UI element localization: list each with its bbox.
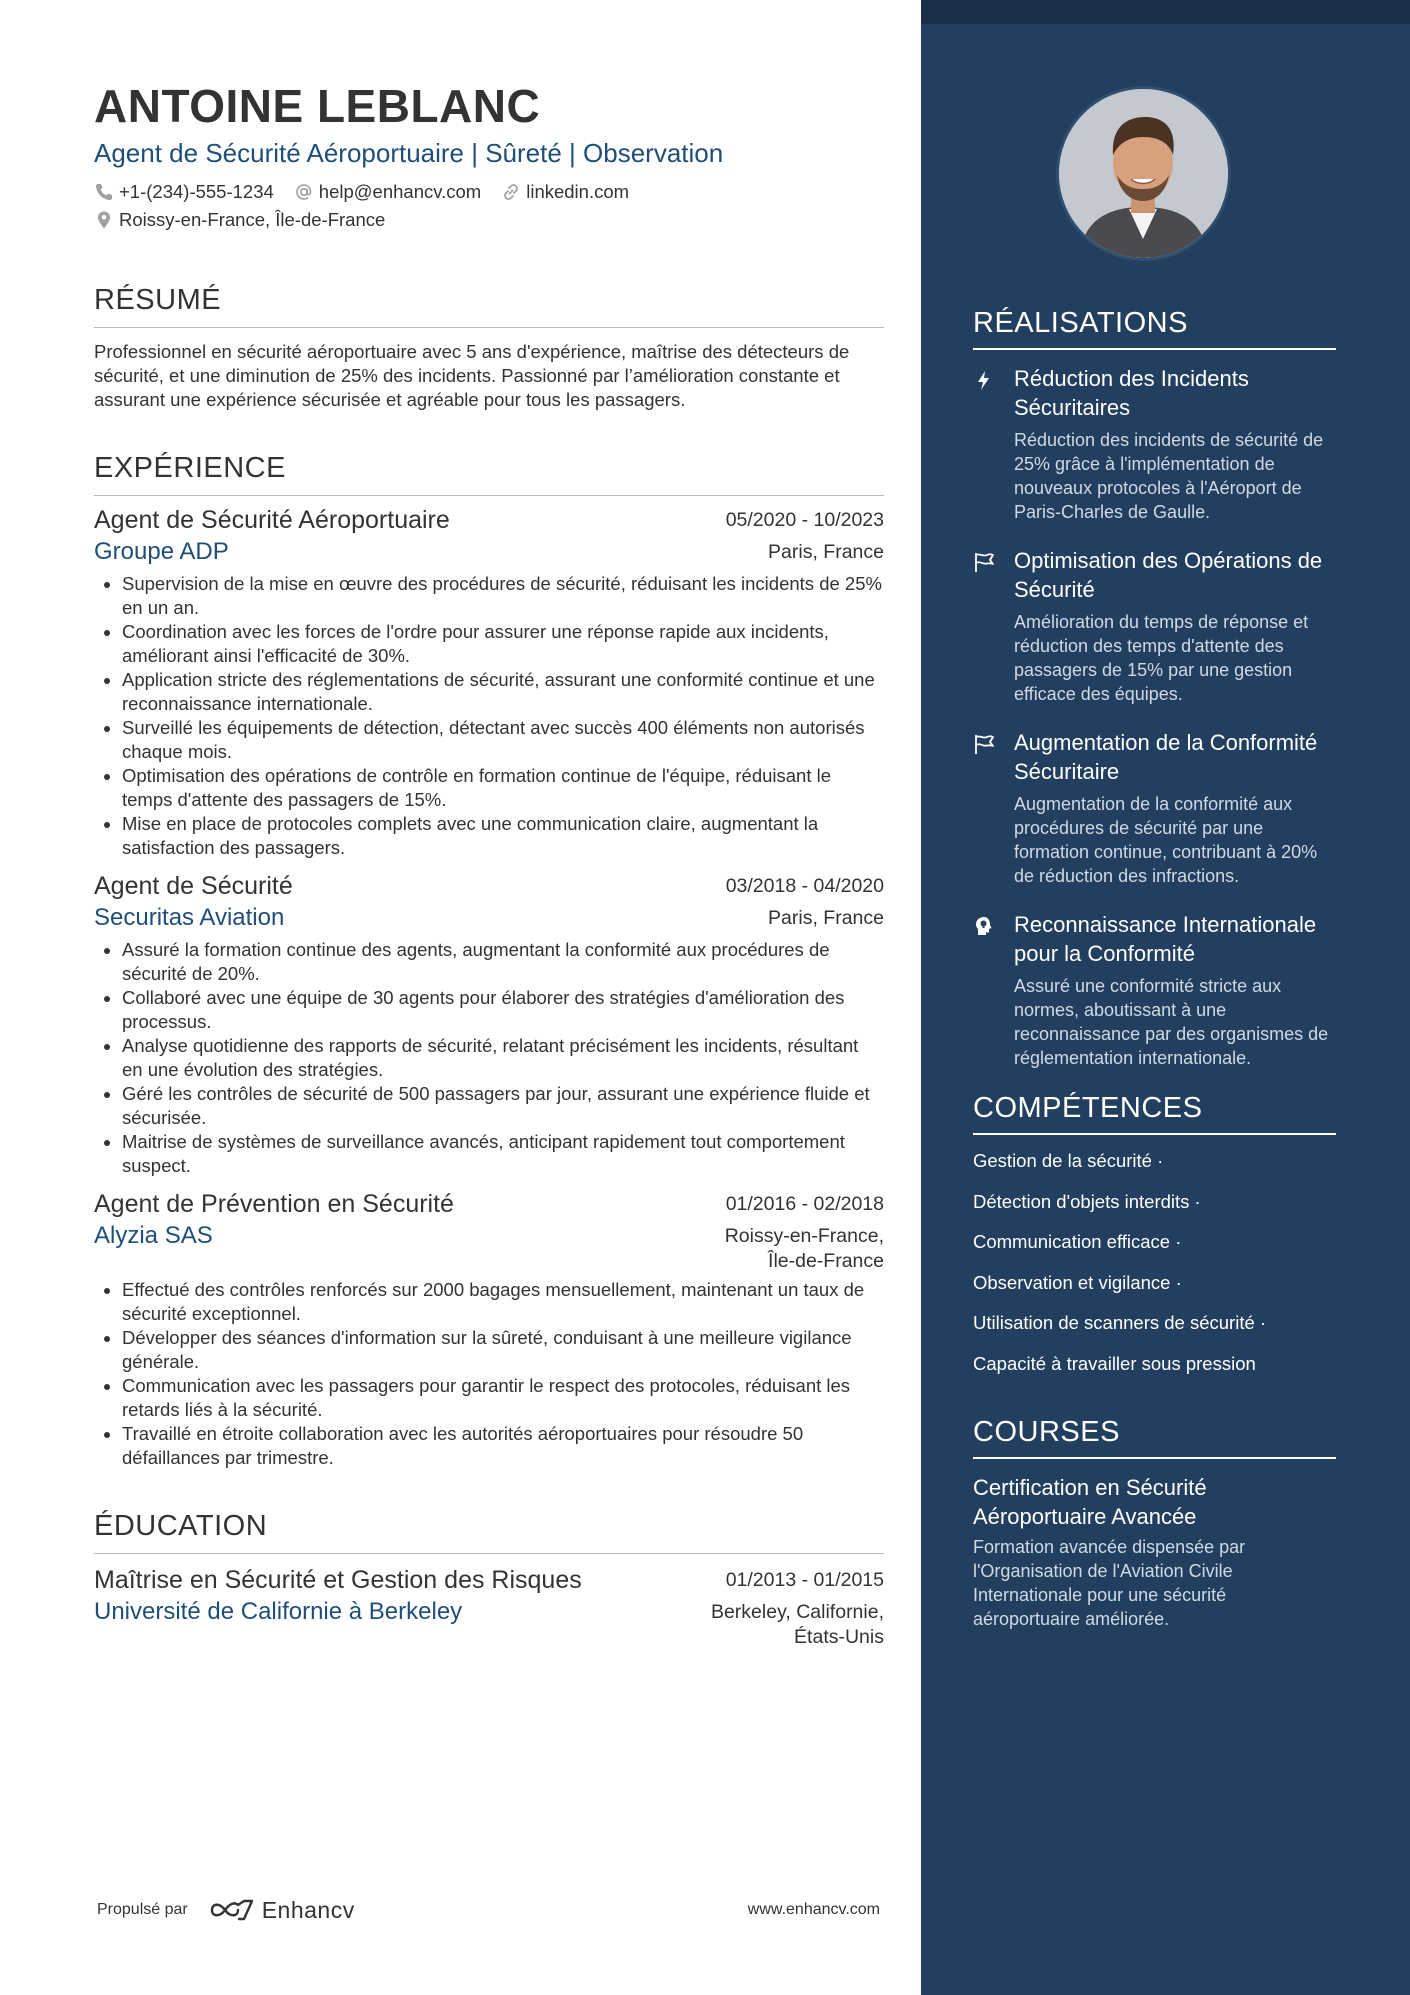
profile-photo-icon: [1059, 89, 1228, 258]
course-desc: Formation avancée dispensée par l'Organisation de l'Aviation Civile Internationale pour une sécurité aéroportuaire améliorée.: [973, 1536, 1246, 1629]
education-section: [94, 1510, 884, 1650]
education-entry: [94, 1564, 884, 1650]
achievement-desc: Assuré une conformité stricte aux normes, aboutissant à une reconnaissance par des organismes de réglementation internationale.: [1014, 976, 1329, 1068]
achievement-title: Augmentation de la Conformité Sécuritaire: [1014, 730, 1318, 784]
job-company: Alyzia SAS: [94, 1222, 213, 1249]
contact-phone[interactable]: [94, 180, 274, 204]
degree-title: Maîtrise en Sécurité et Gestion des Risques: [94, 1566, 582, 1594]
achievement-desc: Réduction des incidents de sécurité de 25% grâce à l'implémentation de nouveaux protocoles à l'Aéroport de Paris-Charles de Gaulle.: [1014, 430, 1324, 522]
achievement-item: [973, 364, 1336, 524]
flag-icon: [973, 551, 995, 573]
school-location-line: États-Unis: [794, 1626, 884, 1648]
job-dates: 01/2016 - 02/2018: [725, 1193, 884, 1215]
job-dates: 03/2018 - 04/2020: [725, 875, 884, 897]
achievement-title: Reconnaissance Internationale pour la Conformité: [1014, 912, 1317, 966]
phone-icon: [94, 182, 114, 202]
main-column: [94, 78, 884, 1650]
enhancv-logo-icon: [208, 1897, 256, 1923]
achievement-desc: Augmentation de la conformité aux procédures de sécurité par une formation continue, contribuant à 20% de réduction des infractions.: [1014, 794, 1318, 886]
job-bullet: • Supervision de la mise en œuvre des procédures de sécurité, réduisant les incidents de 25% en un an.: [122, 572, 884, 620]
job-location-line: Île-de-France: [768, 1250, 884, 1272]
job-bullet: • Application stricte des réglementations de sécurité, assurant une conformité continue et une reconnaissance internationale.: [122, 668, 884, 716]
job-company: Groupe ADP: [94, 538, 229, 565]
sidebar: [921, 0, 1410, 1995]
skill-item: Communication efficace ·: [973, 1231, 1182, 1252]
location-pin-icon: [94, 210, 114, 230]
achievement-title: Optimisation des Opérations de Sécurité: [1014, 548, 1323, 602]
courses-heading: COURSES: [973, 1416, 1336, 1459]
education-dates: 01/2013 - 01/2015: [725, 1569, 884, 1591]
achievements-heading: RÉALISATIONS: [973, 307, 1336, 350]
job-location-line: Roissy-en-France,: [724, 1225, 884, 1247]
email-text: help@enhancv.com: [318, 181, 482, 202]
flag-icon: [973, 733, 995, 755]
powered-by-text: Propulsé par: [97, 1901, 188, 1918]
school-location-line: Berkeley, Californie,: [710, 1601, 884, 1623]
sidebar-top-bar: [921, 0, 1410, 24]
contact-row: [94, 180, 884, 204]
job-bullet: • Surveillé les équipements de détection, détectant avec succès 400 éléments non autorisés chaque mois.: [122, 716, 884, 764]
job-bullets: [94, 1278, 884, 1470]
contact-row-location: [94, 208, 884, 232]
job-location: Paris, France: [768, 541, 884, 563]
lightning-bolt-icon: [973, 369, 995, 391]
achievement-title: Réduction des Incidents Sécuritaires: [1014, 366, 1249, 420]
job-bullet: • Communication avec les passagers pour garantir le respect des protocoles, réduisant les retards liés à la sécurité.: [122, 1374, 884, 1422]
achievements-section: [973, 307, 1336, 1070]
candidate-name: ANTOINE LEBLANC: [94, 80, 541, 132]
avatar: [1056, 86, 1231, 261]
school-name: Université de Californie à Berkeley: [94, 1598, 463, 1625]
skill-item: Gestion de la sécurité ·: [973, 1150, 1164, 1171]
experience-heading: EXPÉRIENCE: [94, 452, 884, 496]
job-entry: [94, 1188, 884, 1470]
summary-section: [94, 284, 884, 412]
sidebar-column: [973, 307, 1336, 1631]
job-title: Agent de Sécurité: [94, 872, 293, 900]
job-bullet: • Effectué des contrôles renforcés sur 2000 bagages mensuellement, maintenant un taux de sécurité exceptionnel.: [122, 1278, 884, 1326]
job-bullet: • Collaboré avec une équipe de 30 agents pour élaborer des stratégies d'amélioration des processus.: [122, 986, 884, 1034]
experience-section: [94, 452, 884, 1470]
course-title: Certification en Sécurité Aéroportuaire Avancée: [973, 1474, 1207, 1529]
head-lightbulb-icon: [973, 915, 995, 937]
brand-name: Enhancv: [261, 1896, 355, 1923]
skills-heading: COMPÉTENCES: [973, 1092, 1336, 1135]
achievement-item: [973, 728, 1336, 888]
job-title: Agent de Sécurité Aéroportuaire: [94, 506, 450, 534]
at-sign-icon: [294, 182, 314, 202]
contact-linkedin[interactable]: [501, 180, 629, 204]
skill-item: Détection d'objets interdits ·: [973, 1190, 1201, 1212]
education-heading: ÉDUCATION: [94, 1510, 884, 1554]
job-entry: [94, 504, 884, 860]
skills-section: [973, 1092, 1336, 1376]
job-company: Securitas Aviation: [94, 904, 285, 931]
job-bullet: • Développer des séances d'information sur la sûreté, conduisant à une meilleure vigilance générale.: [122, 1326, 884, 1374]
skill-item: Observation et vigilance ·: [973, 1271, 1182, 1293]
job-entry: [94, 870, 884, 1178]
link-icon: [501, 182, 521, 202]
contact-email[interactable]: [294, 180, 481, 204]
skills-list: [973, 1149, 1336, 1376]
footer-branding: [97, 1897, 355, 1924]
achievement-item: [973, 546, 1336, 706]
job-bullet: • Analyse quotidienne des rapports de sécurité, relatant précisément les incidents, résultant en une évolution des stratégies.: [122, 1034, 884, 1082]
location-text: Roissy-en-France, Île-de-France: [119, 209, 386, 230]
achievement-item: [973, 910, 1336, 1070]
job-bullet: • Optimisation des opérations de contrôle en formation continue de l'équipe, réduisant le temps d'attente des passagers de 15%.: [122, 764, 884, 812]
job-bullet: • Mise en place de protocoles complets avec une communication claire, augmentant la satisfaction des passagers.: [122, 812, 884, 860]
courses-section: [973, 1416, 1336, 1631]
job-bullet: • Assuré la formation continue des agents, augmentant la conformité aux procédures de sécurité de 20%.: [122, 938, 884, 986]
job-location: Paris, France: [768, 907, 884, 929]
job-title: Agent de Prévention en Sécurité: [94, 1190, 454, 1218]
website-link[interactable]: www.enhancv.com: [747, 1901, 880, 1918]
job-location: [725, 1220, 884, 1274]
summary-text: Professionnel en sécurité aéroportuaire avec 5 ans d'expérience, maîtrise des détecteurs de sécurité, et une diminution de 25% des incidents. Passionné par l’amélioration constante et assurant une expérience sécurisée et agréable pour tous les passagers.: [94, 341, 850, 410]
school-location: [711, 1596, 884, 1650]
summary-heading: RÉSUMÉ: [94, 284, 884, 328]
skill-item: Utilisation de scanners de sécurité ·: [973, 1312, 1267, 1333]
job-dates: 05/2020 - 10/2023: [725, 509, 884, 531]
job-bullet: • Maitrise de systèmes de surveillance avancés, anticipant rapidement tout comportement suspect.: [122, 1130, 884, 1178]
job-bullet: • Géré les contrôles de sécurité de 500 passagers par jour, assurant une expérience fluide et sécurisée.: [122, 1082, 884, 1130]
skill-item: Capacité à travailler sous pression: [973, 1352, 1256, 1374]
job-bullet: • Coordination avec les forces de l'ordre pour assurer une réponse rapide aux incidents, améliorant ainsi l'efficacité de 30%.: [122, 620, 884, 668]
contact-location: [94, 208, 385, 232]
footer: [97, 1895, 880, 1925]
job-bullet: • Travaillé en étroite collaboration avec les autorités aéroportuaires pour résoudre 50 défaillances par trimestre.: [122, 1422, 884, 1470]
job-bullets: [94, 938, 884, 1178]
linkedin-text: linkedin.com: [526, 181, 630, 202]
achievement-desc: Amélioration du temps de réponse et réduction des temps d'attente des passagers de 15% par une gestion efficace des équipes.: [1014, 612, 1309, 704]
job-bullets: [94, 572, 884, 860]
candidate-headline: Agent de Sécurité Aéroportuaire | Sûreté | Observation: [94, 138, 724, 168]
phone-text: +1-(234)-555-1234: [119, 181, 274, 202]
